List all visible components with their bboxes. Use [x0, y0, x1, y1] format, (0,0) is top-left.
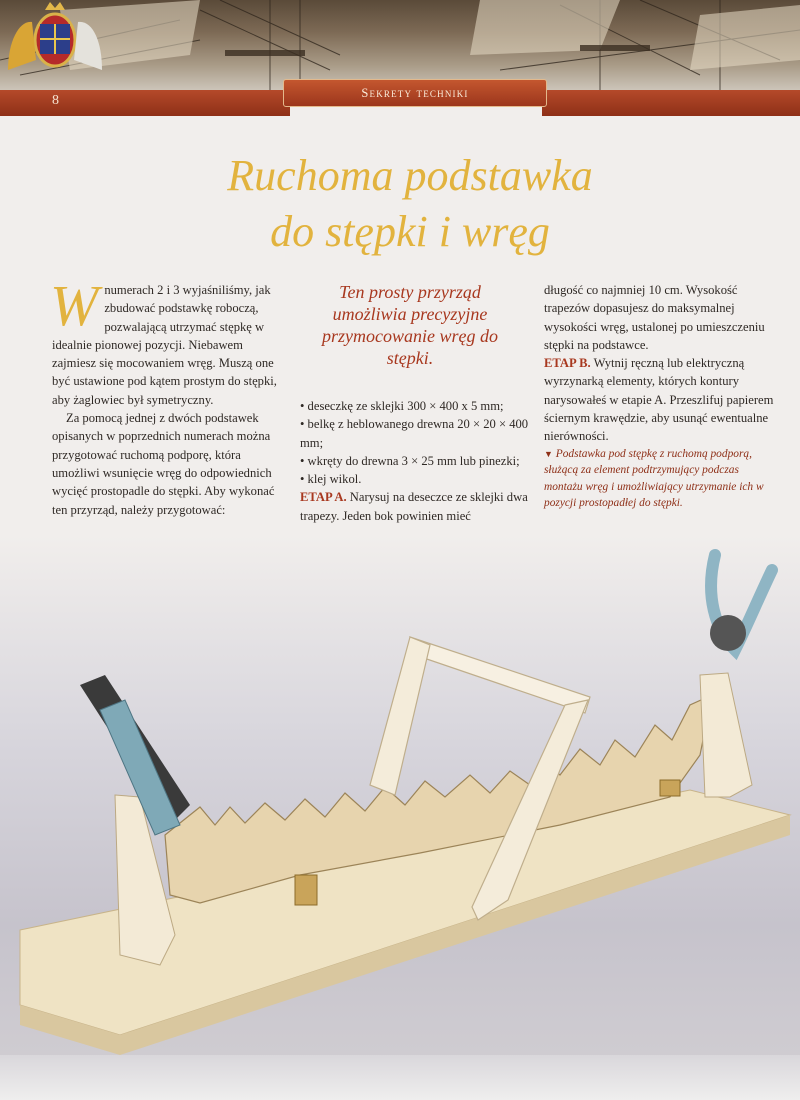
intro-paragraph [50, 273, 284, 409]
photo-jig [0, 535, 800, 1055]
step-b-text: Wytnij ręczną lub elektryczną wyrzynarką elementy, których kontury narysowałeś w etapie A. Przeszlifuj papierem ściernym krawędzie, aby usunąć ewentualne nierówności. [544, 356, 774, 444]
caption-text: Podstawka pod stępkę z ruchomą podporą, służącą za element podtrzymujący podczas montażu wręg i umożliwiający utrzymanie ich w pozycji prostopadłej do stępki. [544, 447, 764, 510]
support-top-beam [410, 637, 590, 713]
step-a-paragraph [300, 488, 530, 525]
page-number: 8 [52, 93, 59, 108]
metal-bracket [660, 780, 680, 796]
step-a-text: Narysuj na deseczce ze sklejki dwa trapezy. Jeden bok powinien mieć [300, 490, 528, 523]
section-label: Sekrety techniki [283, 79, 547, 107]
support-left-leg [370, 637, 430, 795]
materials-item: • deseczkę ze sklejki 300 × 400 x 5 mm; [300, 399, 504, 413]
middle-column [300, 397, 530, 525]
materials-item: • klej wikol. [300, 472, 362, 487]
materials-item: • wkręty do drewna 3 × 25 mm lub pinezki; [300, 453, 520, 468]
royal-coat-of-arms-icon [0, 0, 110, 80]
article-title [150, 148, 670, 260]
drop-cap: W [50, 273, 99, 338]
triangle-down-icon: ▼ [544, 448, 553, 459]
header-band-right [542, 90, 800, 116]
right-column [544, 281, 774, 512]
pull-quote: Ten prosty przyrząd umożliwia precyzyjne przymocowanie wręg do stępki. [322, 282, 498, 368]
right-upright [700, 673, 752, 797]
right-clamp-jaw [710, 615, 746, 651]
left-column [50, 273, 284, 519]
second-paragraph: Za pomocą jednej z dwóch podstawek opisanych w poprzednich numerach można przygotować ruchomą podporę, która umożliwi wsunięcie wręg do odpowiednich wycięć prostopadle do stępki. Aby wykonać ten przyrząd, należy przygotować: [52, 411, 275, 517]
step-a-label: ETAP A. [300, 490, 347, 505]
intro-text: numerach 2 i 3 wyjaśniliśmy, jak zbudować podstawkę roboczą, pozwalającą utrzymać stępkę w idealnie pionowej pozycji. Niebawem zajmiesz się mocowaniem wręg. Muszą one być ustawione pod kątem prostym do stępki, aby żaglowiec był symetryczny. [52, 283, 277, 407]
header-band-left [0, 90, 290, 116]
title-line-1: Ruchoma podstawka [227, 151, 593, 200]
photo-caption [544, 446, 774, 512]
step-b-paragraph [544, 354, 774, 445]
continuation-paragraph: długość co najmniej 10 cm. Wysokość trapezów dopasujesz do maksymalnej wysokości wręg, ustalonej po umieszczeniu stępki na podstawce. [544, 283, 765, 352]
step-b-label: ETAP B. [544, 356, 591, 371]
keel-stand-illustration [0, 535, 800, 1055]
metal-bracket [295, 875, 317, 905]
materials-item: • belkę z heblowanego drewna 20 × 20 × 400 mm; [300, 417, 529, 450]
page-bottom-strip [0, 1055, 800, 1100]
title-line-2: do stępki i wręg [270, 207, 550, 256]
